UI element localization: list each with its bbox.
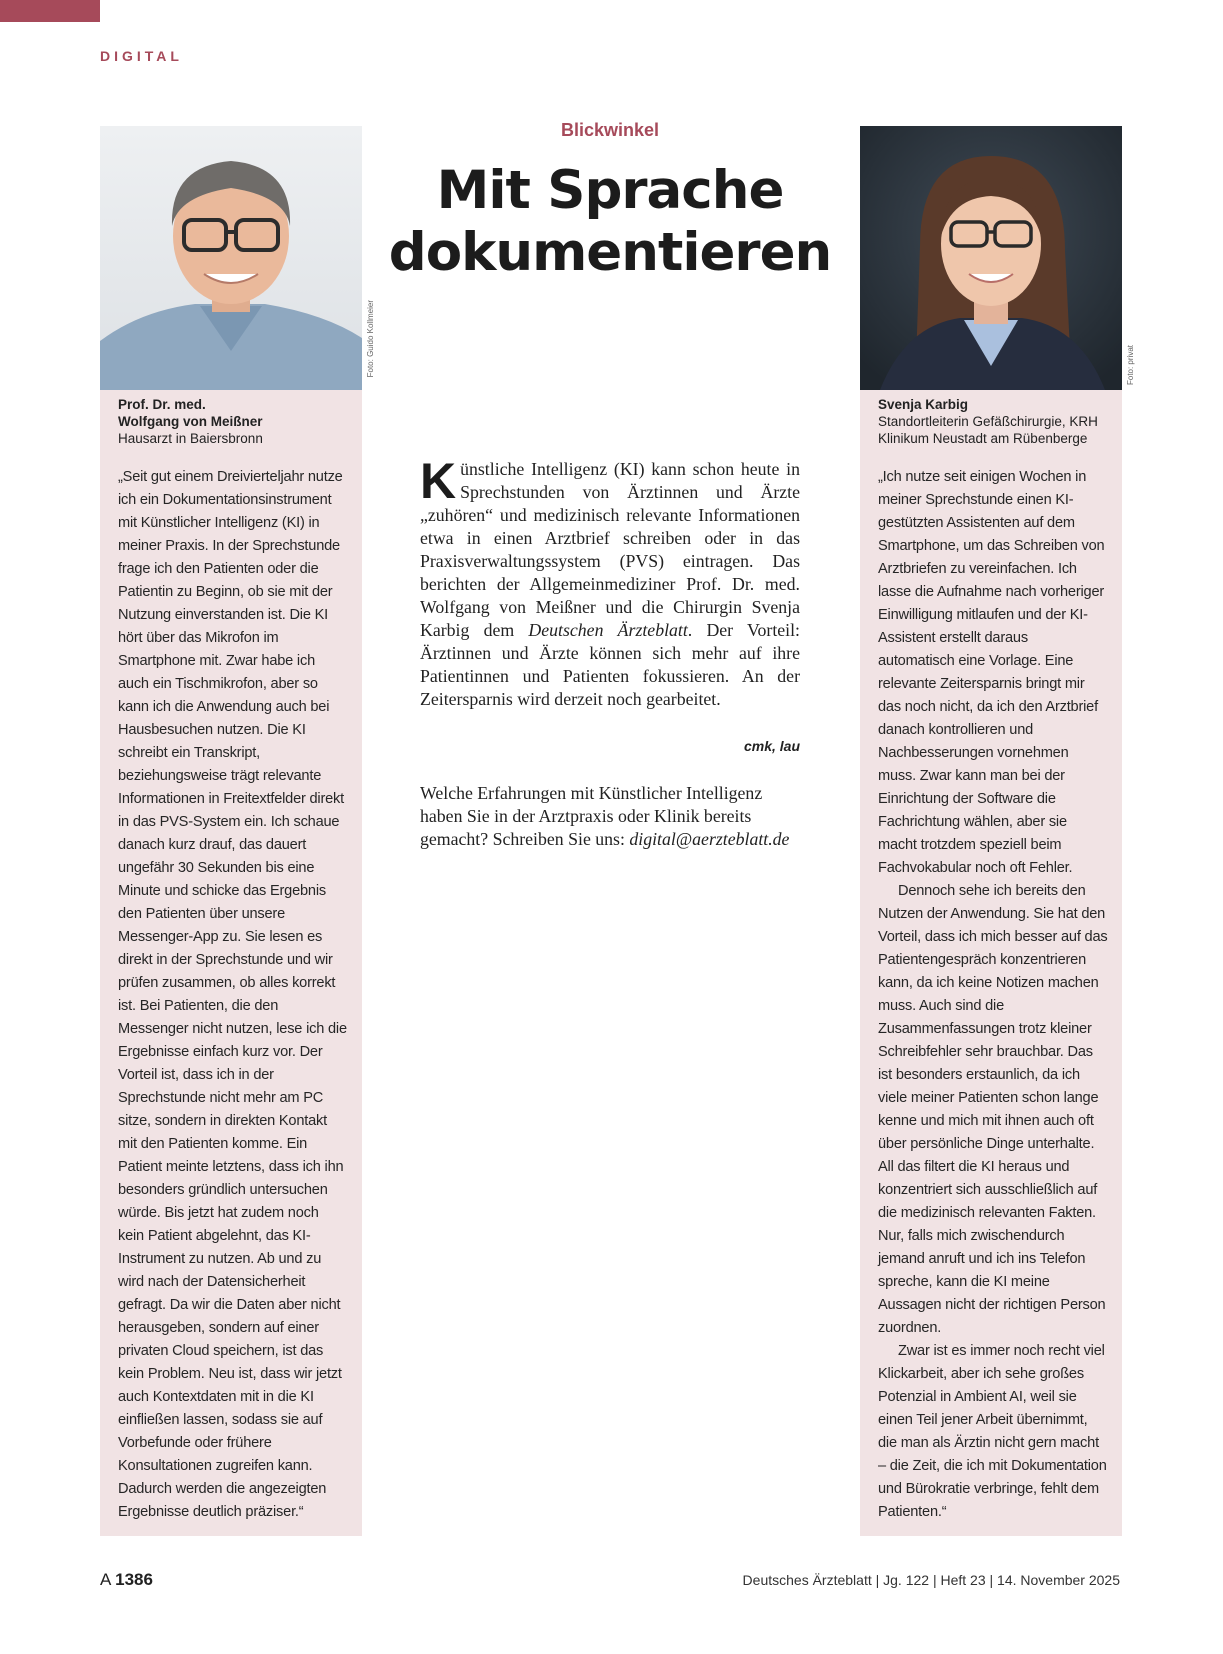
journal-info: Deutsches Ärzteblatt | Jg. 122 | Heft 23 | 14. November 2025 (742, 1572, 1120, 1588)
quote-paragraph-1: „Ich nutze seit einigen Wochen in meiner Sprechstunde einen KI-gestützten Assistenten auf dem Smartphone, um das Schreiben von Arztbriefen zu vereinfachen. Ich lasse die Aufnahme nach vorheriger Einwilligung mitlaufen und der KI-Assistent erstellt daraus automatisch eine Vorlage. Eine relevante Zeitersparnis bringt mir das noch nicht, da ich den Arztbrief danach kontrollieren und Nachbesserungen vornehmen muss. Zwar kann man bei der Einrichtung der Software die Fachrichtung wählen, aber sie macht trotzdem speziell beim Fachvokabular noch oft Fehler. (878, 469, 1105, 876)
person-meissner (118, 396, 354, 447)
portrait-karbig (860, 126, 1122, 390)
person-karbig (878, 396, 1114, 447)
quote-paragraph-2: Dennoch sehe ich bereits den Nutzen der Anwendung. Sie hat den Vorteil, dass ich mich besser auf das Patientengespräch konzentrieren kann, da ich keine Notizen machen muss. Auch sind die Zusammenfassungen trotz kleiner Schreibfehler sehr brauchbar. Das ist besonders erstaunlich, da ich viele meiner Patienten schon lange kenne und mich mit ihnen auch oft über persönliche Dinge unterhalte. All das filtert die KI heraus und konzentriert sich ausschließlich auf die medizinisch relevanten Fakten. Nur, falls mich zwischendurch jemand anruft und ich ins Telefon spreche, kann die KI meine Aussagen nicht der richtigen Person zuordnen. (878, 883, 1108, 1336)
call-to-action (420, 782, 805, 851)
person-name: Svenja Karbig (878, 397, 969, 412)
quote-meissner (118, 466, 348, 1524)
person-role-line2: Klinikum Neustadt am Rübenberge (878, 431, 1088, 446)
quote-karbig (878, 466, 1108, 1524)
headline: Mit Sprache dokumentieren (388, 160, 832, 283)
photo-credit-right: Foto: privat (1126, 345, 1135, 386)
intro-text-part2: . Der Vorteil: Ärztinnen und Ärzte können sich mehr auf ihre Patientinnen und Patienten fokussieren. An der Zeitersparnis wird derzeit noch gearbeitet. (420, 620, 800, 709)
call-text: Welche Erfahrungen mit Künstlicher Intelligenz haben Sie in der Arztpraxis oder Klinik bereits gemacht? Schreiben Sie uns: (420, 783, 763, 849)
left-sidebar (100, 126, 362, 1536)
quote-paragraph: „Seit gut einem Dreivierteljahr nutze ich ein Dokumentationsinstrument mit Künstlicher Intelligenz (KI) in meiner Praxis. In der Sprechstunde frage ich den Patienten oder die Patientin zu Beginn, ob sie mit der Nutzung einverstanden ist. Die KI hört über das Mikrofon im Smartphone mit. Zwar habe ich auch ein Tischmikrofon, aber so kann ich die Anwendung auch bei Hausbesuchen nutzen. Die KI schreibt ein Transkript, beziehungsweise trägt relevante Informationen in Freitextfelder direkt in das PVS-System ein. Ich schaue danach kurz drauf, das dauert ungefähr 30 Sekunden bis eine Minute und schicke das Ergebnis den Patienten über unsere Messenger-App zu. Sie lesen es direkt in der Sprechstunde und wir prüfen zusammen, ob alles korrekt ist. Bei Patienten, die den Messenger nicht nutzen, lese ich die Ergebnisse einfach kurz vor. Der Vorteil ist, dass ich in der Sprechstunde nicht mehr am PC sitze, sondern in direkten Kontakt mit den Patienten komme. Ein Patient meinte letztens, dass ich ihn besonders gründlich untersuchen würde. Bis jetzt hat zudem noch kein Patient abgelehnt, das KI-Instrument zu nutzen. Ab und zu wird nach der Datensicherheit gefragt. Da wir die Daten aber nicht herausgeben, sondern auf einer privaten Cloud speichern, ist das kein Problem. Neu ist, dass wir jetzt auch Kontextdaten mit in die KI einfließen lassen, sodass sie auf Vorbefunde oder frühere Konsultationen zugreifen kann. Dadurch werden die angezeigten Ergebnisse deutlich präziser.“ (118, 469, 347, 1520)
page-number (100, 1570, 153, 1590)
drop-cap: K (420, 453, 457, 509)
page-number-value: 1386 (115, 1570, 153, 1589)
kicker: Blickwinkel (560, 120, 660, 140)
intro-text-part1: ünstliche Intelligenz (KI) kann schon heute in Sprechstunden von Ärztinnen und Ärzte „zuhören“ und medizinisch relevante Informationen etwa in einen Arztbrief schreiben oder in das Praxisverwaltungssystem (PVS) eintragen. Das berichten der Allgemeinmediziner Prof. Dr. med. Wolfgang von Meißner und die Chirurgin Svenja Karbig dem (420, 459, 800, 640)
intro-text (420, 453, 800, 711)
accent-bar (0, 0, 100, 22)
person-name-line2: Wolfgang von Meißner (118, 414, 263, 429)
page-prefix: A (100, 1570, 111, 1589)
section-label: DIGITAL (100, 48, 183, 64)
portrait-meissner (100, 126, 362, 390)
email-link[interactable]: digital@aerzteblatt.de (629, 829, 790, 849)
quote-paragraph-3: Zwar ist es immer noch recht viel Klickarbeit, aber ich sehe großes Potenzial in Ambient AI, weil sie einen Teil jener Arbeit übernimmt, die man als Ärztin nicht gern macht – die Zeit, die ich mit Dokumentation und Bürokratie verbringe, fehlt dem Patienten.“ (878, 1343, 1107, 1520)
person-name-line1: Prof. Dr. med. (118, 397, 206, 412)
photo-credit-left: Foto: Guido Kollmeier (366, 300, 375, 378)
author-initials: cmk, lau (743, 738, 800, 754)
right-sidebar (860, 126, 1122, 1536)
person-role: Hausarzt in Baiersbronn (118, 431, 263, 446)
person-role-line1: Standortleiterin Gefäßchirurgie, KRH (878, 414, 1098, 429)
journal-name: Deutschen Ärzteblatt (528, 620, 688, 640)
